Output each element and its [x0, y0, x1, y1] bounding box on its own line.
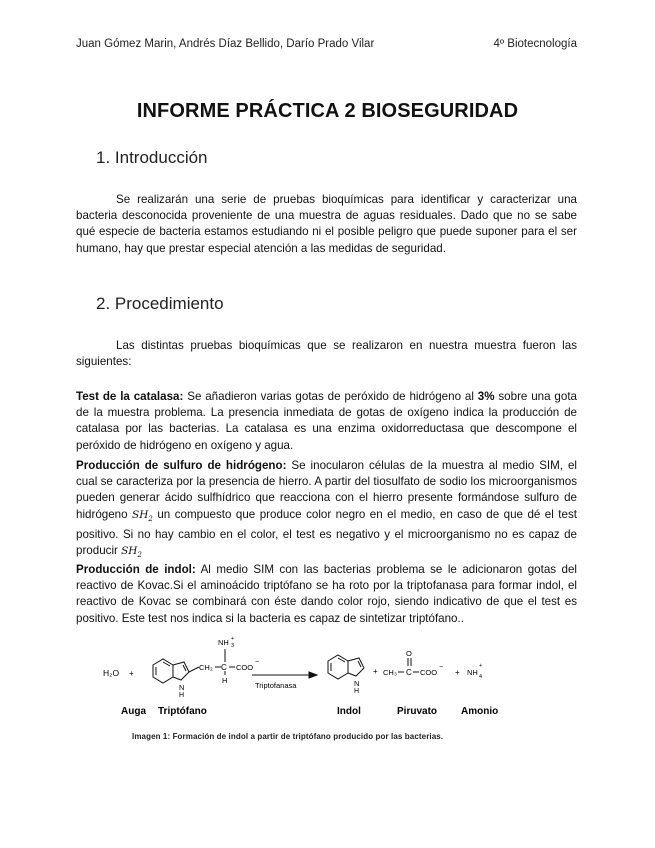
indol-ring-n: N: [354, 679, 360, 688]
catalase-text-b: sobre una gota de la muestra problema. La presencia inmediata de gotas de oxígeno indica la producción de catalasa por las bacterias. La catalasa es una enzima oxidorreductasa que descompone el peróxido de hidrógeno en oxígeno y agua.: [76, 390, 577, 452]
methyl-group: CH₃: [383, 668, 397, 677]
header-authors: Juan Gómez Marin, Andrés Díaz Bellido, Darío Prado Vilar: [76, 38, 375, 50]
label-triptofano: Triptófano: [158, 706, 207, 717]
enzyme-label: Triptofanasa: [255, 681, 297, 690]
intro-paragraph: Se realizarán una serie de pruebas bioquímicas para identificar y caracterizar una bacteria desconocida proveniente de una muestra de aguas residuales. Dado que no se sabe qué especie de bacteria estamos estudiando ni el posible peligro que puede suponer para el ser humano, hay que prestar especial atención a las medidas de seguridad.: [76, 193, 577, 255]
pyruvate-carboxylate: COO: [420, 668, 438, 677]
amino-subscript: 3: [231, 643, 235, 649]
pyruvate-charge: −: [439, 664, 444, 671]
plus-sign-2: +: [373, 667, 378, 676]
amino-group: NH: [218, 638, 229, 647]
indol-reaction-scheme: [95, 633, 515, 723]
alpha-carbon: C: [221, 663, 227, 672]
catalase-paragraph: [76, 389, 577, 454]
plus-sign-1: +: [129, 669, 134, 678]
indol-ring-h: H: [354, 688, 360, 695]
h2s-formula-end: $SH_2$: [121, 545, 142, 560]
figure-caption: Imagen 1: Formación de indol a partir de triptófano producido por las bacterias.: [132, 732, 444, 741]
h2s-label: Producción de sulfuro de hidrógeno:: [76, 459, 287, 472]
h2s-formula: $SH_2$: [132, 508, 153, 523]
carboxylate-group: COO: [236, 663, 254, 672]
h2s-text-b: un compuesto que produce color negro en el medio, en caso de que dé el test positivo. Si no hay cambio en el color, el test es negativo y el microorganismo no es capaz de producir: [76, 507, 577, 558]
document-title: INFORME PRÁCTICA 2 BIOSEGURIDAD: [136, 100, 519, 122]
pyruvate-carbon: C: [406, 668, 412, 677]
procedure-intro-paragraph: Las distintas pruebas bioquímicas que se realizaron en nuestra muestra fueron las siguientes:: [76, 339, 577, 369]
keto-oxygen: O: [406, 649, 412, 658]
indol-label: Producción de indol:: [76, 563, 196, 576]
h2s-text-a: Se inocularon células de la muestra al medio SIM, el cual se caracteriza por la presencia de hierro. A partir del tiosulfato de sodio los microorganismos pueden generar ácido sulfhídrico que reacciona con el hierro presente formándose sulfuro de hidrógeno: [76, 459, 578, 521]
amino-charge: +: [231, 636, 235, 642]
label-indol: Indol: [337, 706, 361, 717]
water-formula: H₂O: [103, 668, 120, 678]
indol-paragraph: [76, 562, 577, 627]
label-piruvato: Piruvato: [397, 706, 438, 717]
ammonium-charge: +: [479, 663, 483, 669]
h2s-paragraph: [76, 458, 577, 563]
section-heading-introduccion: 1. Introducción: [96, 148, 208, 167]
tryptophan-ring-h: H: [179, 692, 185, 699]
indol-text: Al medio SIM con las bacterias problema se le adicionaron gotas del reactivo de Kovac.Si el aminoácido triptófano se ha roto por la triptofanasa para formar indol, el reactivo de Kovac se combinará con éste dando color rojo, siendo indicativo de que el test es positivo. Este test nos indica si la bacteria es capaz de sintetizar triptófano..: [76, 563, 577, 625]
label-auga: Auga: [121, 706, 146, 717]
header-course: 4º Biotecnología: [493, 38, 577, 50]
carboxylate-charge: −: [255, 659, 260, 666]
section-heading-procedimiento: 2. Procedimiento: [96, 294, 224, 313]
reaction-arrow: [252, 672, 317, 678]
label-amonio: Amonio: [461, 706, 499, 717]
ammonium-subscript: 4: [479, 674, 483, 680]
tryptophan-ring-n: N: [179, 683, 185, 692]
plus-sign-3: +: [455, 668, 460, 677]
catalase-percent: 3%: [477, 390, 495, 403]
ch2-group: CH₂: [199, 663, 213, 672]
catalase-label: Test de la catalasa:: [76, 390, 184, 403]
catalase-text-a: Se añadieron varias gotas de peróxido de hidrógeno al: [183, 390, 478, 403]
alpha-hydrogen: H: [222, 676, 228, 685]
ammonium-formula: NH: [467, 668, 478, 677]
indol-structure: [328, 655, 364, 679]
